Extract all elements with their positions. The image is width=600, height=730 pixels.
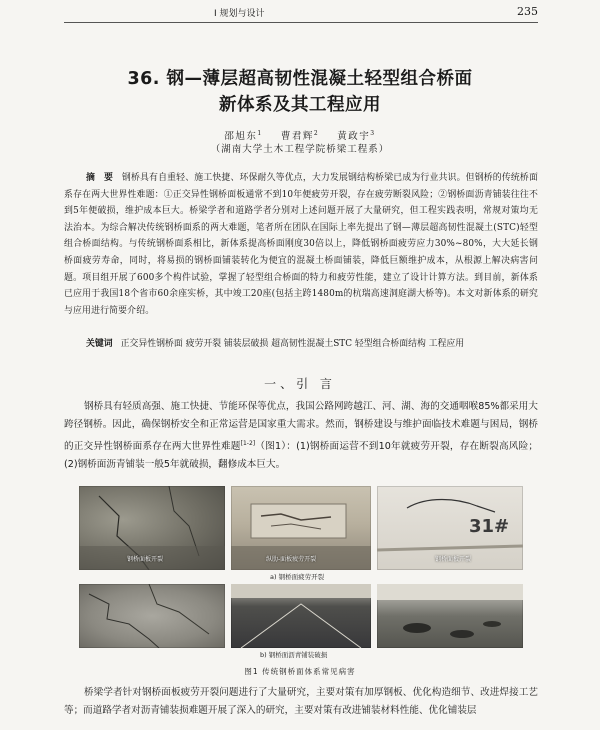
photo-label: 钢桥面板开裂 — [435, 556, 472, 563]
paving-illustration-2 — [231, 584, 371, 648]
abstract — [64, 170, 538, 319]
paving-illustration-1 — [79, 584, 225, 648]
subcaption-a: a) 钢桥面疲劳开裂 — [270, 573, 325, 581]
author-sup: 3 — [370, 130, 376, 137]
subcaption-b: b) 钢桥面沥青铺装破损 — [260, 651, 328, 659]
running-header — [64, 6, 538, 23]
photo-label: 钢桥面板开裂 — [127, 556, 164, 563]
photo-paving-road — [231, 584, 371, 648]
running-header-section: Ⅰ 规划与设计 — [214, 9, 265, 19]
intro-text-b: （图1）：(1)钢桥面运营不到10年就疲劳开裂，存在断裂高风险；(2)钢桥面沥青铺装一般5年就破损，翻修成本巨大。 — [64, 441, 538, 471]
author-name: 黄政宇 — [337, 131, 371, 143]
section-heading: 一、引 言 — [264, 377, 336, 391]
body-paragraph: 桥梁学者针对钢桥面板疲劳开裂问题进行了大量研究，主要对策有加厚钢板、优化构造细节、改进焊接工艺等；而道路学者对沥青铺装损难题开展了深入的研究，主要对策有改进铺装材料性能、优化铺装层 — [64, 687, 538, 717]
photo-weld-crack — [377, 486, 523, 570]
title-line-2: 新体系及其工程应用 — [219, 95, 381, 115]
photo-paving-potholes — [377, 584, 523, 648]
photo-rib-crack — [231, 486, 371, 570]
page-number: 235 — [517, 5, 538, 18]
abstract-text: 钢桥具有自重轻、施工快捷、环保耐久等优点，大力发展钢结构桥梁已成为行业共识。但钢桥的传统桥面系存在两大世界性难题：①正交异性钢桥面板通常不到10年便疲劳开裂，存在疲劳断裂风险；②钢桥面沥青铺装往往不到5年便破损，维护成本巨大。桥梁学者和道路学者分别对上述问题开展了大量研究，但工程实践表明，常规对策均无法治本。为综合解决传统钢桥面系的两大难题，笔者所在团队在国际上率先提出了钢—薄层超高韧性混凝土(STC)轻型组合桥面结构。与传统钢桥面系相比，新体系提高桥面刚度30倍以上，降低钢桥面疲劳应力30%~80%，大大延长钢桥面疲劳寿命，同时，将易损的钢桥面铺装转化为便宜的混凝土桥面铺装，降低巨额维护成本，从根源上解决病害问题。项目组开展了600多个构件试验，掌握了轻型组合桥面的特力和疲劳性能，建立了设计计算方法。到目前，新体系已应用于我国18个省市60余座实桥，其中竣工20座(包括主跨1480m的杭瑞高速洞庭湖大桥等)。本文对新体系的研究与应用进行简要介绍。 — [64, 173, 538, 316]
photo-paving-crack — [79, 584, 225, 648]
keywords-label: 关键词 — [86, 339, 113, 349]
affiliation: （湖南大学土木工程学院桥梁工程系） — [210, 144, 390, 155]
author-sup: 1 — [257, 130, 263, 137]
intro-text-a: 钢桥具有轻质高强、施工快捷、节能环保等优点，我国公路网跨越江、河、湖、海的交通咽喉85%都采用大跨径钢桥。因此，确保钢桥安全和正常运营是国家重大需求。然而，钢桥建设与维护面临技术难题与困局，钢桥的正交异性钢桥面系存在两大世界性难题 — [64, 401, 538, 452]
specimen-number: 31# — [469, 516, 510, 537]
citation: [1-2] — [240, 439, 256, 447]
paving-illustration-3 — [377, 584, 523, 648]
abstract-label: 摘 要 — [86, 173, 116, 183]
author-sup: 2 — [313, 130, 320, 137]
paper-title — [40, 66, 560, 118]
author-name: 邵旭东 — [224, 131, 258, 143]
figure-caption: 图1 传统钢桥面体系常见病害 — [244, 667, 356, 676]
intro-paragraph — [64, 398, 538, 475]
photo-deck-crack — [79, 486, 225, 570]
keywords-text: 正交异性钢桥面 疲劳开裂 铺装层破损 超高韧性混凝土STC 轻型组合桥面结构 工程应用 — [120, 339, 465, 349]
keywords — [64, 336, 538, 353]
author-name: 曹君辉 — [280, 131, 314, 143]
title-line-1: 36. 钢—薄层超高韧性混凝土轻型组合桥面 — [127, 69, 473, 89]
photo-label: 纵肋-面板疲劳开裂 — [266, 556, 317, 563]
